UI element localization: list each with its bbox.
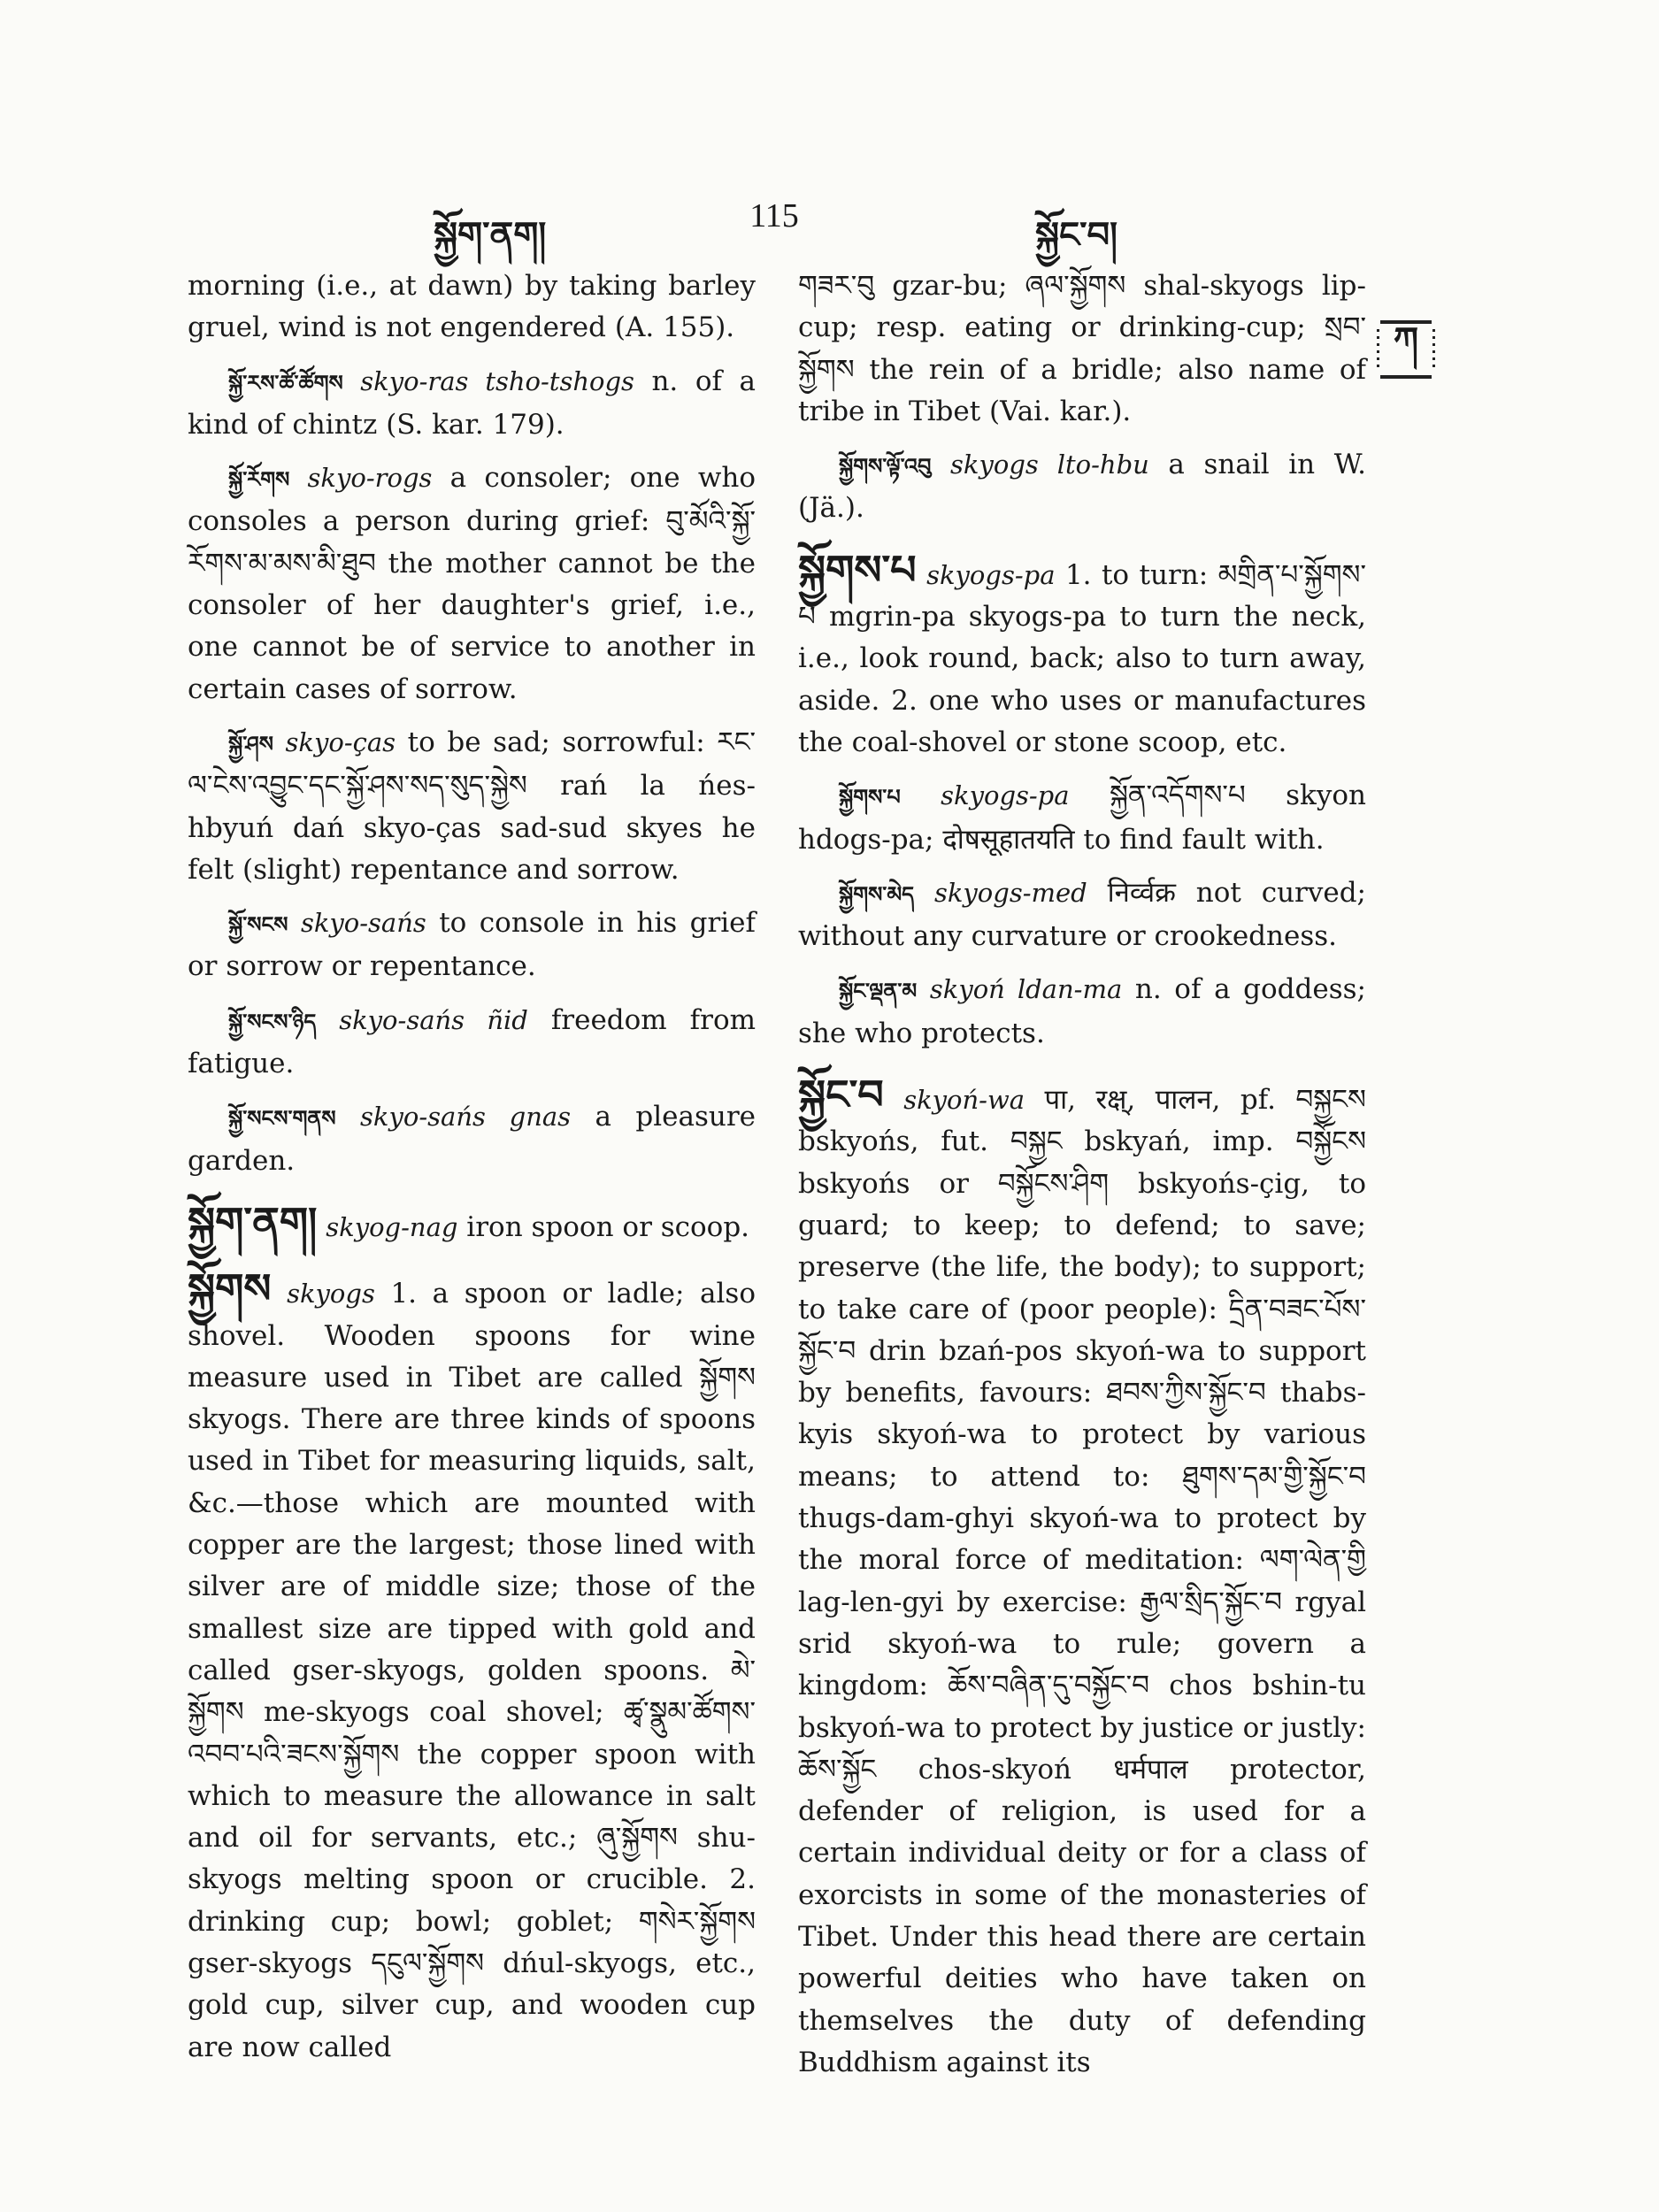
transliteration: skyogs-med xyxy=(933,877,1087,908)
definition: སྐྱོན་འདོགས་པ skyon hdogs-pa; दोषसूहातयति to find fault with. xyxy=(798,780,1366,856)
definition: a consoler; one who consoles a person during grief: བུ་མོའི་སྐྱོ་རོགས་མ་མས་མི་ཐུབ the mother cannot be the consoler of her daughter's grief, i.e., one cannot be of service to another in certain cases of sorrow. xyxy=(188,462,757,705)
definition: to be sad; sorrowful: རང་ལ་ངེས་འབྱུང་དང་སྐྱོ་ཤས་སད་སུད་སྐྱེས rań la ńes-hbyuń dań skyo-ças sad-sud skyes he felt (slight) repentance and sorrow. xyxy=(188,726,756,886)
transliteration: skyogs-pa xyxy=(941,780,1070,811)
definition: n. of a kind of chintz (S. kar. 179). xyxy=(188,365,756,441)
page-number: 115 xyxy=(749,197,799,234)
dictionary-entry xyxy=(798,444,1366,530)
definition: 1. to turn: མགྲིན་པ་སྐྱོགས་པ mgrin-pa skyogs-pa to turn the neck, i.e., look round, back; also to turn away, aside. 2. one who uses or manufactures the coal-shovel or stone scoop, etc. xyxy=(798,558,1366,758)
margin-tab-icon: ཀ xyxy=(1380,320,1432,379)
headword-tibetan: སྐྱོ་རས་ཚོ་ཚོགས xyxy=(228,370,343,396)
entry-continuation: morning (i.e., at dawn) by taking barley gruel, wind is not engendered (A. 155). xyxy=(188,270,756,344)
transliteration: skyo-sańs gnas xyxy=(360,1102,572,1133)
dictionary-entry xyxy=(188,1096,756,1182)
transliteration: skyo-sańs xyxy=(300,908,426,939)
definition: निर्व्वक्र not curved; without any curvature or crookedness. xyxy=(798,876,1366,953)
dictionary-entry xyxy=(798,969,1366,1055)
transliteration: skyo-sańs ñid xyxy=(339,1004,528,1035)
main-entry xyxy=(798,1071,1366,2084)
main-headword-tibetan: སྐྱོག་ནག། xyxy=(188,1197,318,1246)
definition: a pleasure garden. xyxy=(188,1101,756,1177)
headword-tibetan: སྐྱོགས་ལྟོ་འབུ xyxy=(839,454,932,480)
header-left-tibetan: སྐྱོག་ནག། xyxy=(434,214,547,256)
dictionary-entry xyxy=(188,361,756,447)
definition: freedom from fatigue. xyxy=(188,1003,757,1080)
main-entry xyxy=(188,1197,756,1248)
main-headword-tibetan: སྐྱོགས xyxy=(188,1264,272,1313)
main-entry xyxy=(188,1264,756,2069)
header-right-tibetan: སྐྱོང་བ། xyxy=(1035,214,1118,256)
transliteration: skyo-ras tsho-tshogs xyxy=(360,365,634,396)
definition: 1. a spoon or ladle; also shovel. Wooden spoons for wine measure used in Tibet are called སྐྱོགས skyogs. There are three kinds of spoons used in Tibet for measuring liquids, salt, &c.—those which are mounted with copper are the largest; those lined with silver are of middle size; those of the smallest size are tipped with gold and called gser-skyogs, golden spoons. མེ་སྐྱོགས me-skyogs coal shovel; ཚྭ་སྣུམ་ཚོགས་འབབ་པའི་ཟངས་སྐྱོགས the copper spoon with which to measure the allowance in salt and oil for servants, etc.; ཞུ་སྐྱོགས shu-skyogs melting spoon or crucible. 2. drinking cup; bowl; goblet; གསེར་སྐྱོགས gser-skyogs དངུལ་སྐྱོགས dńul-skyogs, etc., gold cup, silver cup, and wooden cup are now called xyxy=(188,1278,756,2063)
definition: to console in his grief or sorrow or repentance. xyxy=(188,907,757,983)
headword-tibetan: སྐྱོང་ལྡན་མ xyxy=(839,979,918,1004)
transliteration: skyogs xyxy=(287,1279,375,1310)
definition: n. of a goddess; she who protects. xyxy=(798,973,1366,1049)
definition: पा, रक्ष्, पालन, pf. བསྐྱངས bskyońs, fut. བསྐྱང bskyań, imp. བསྐྱོངས bskyońs or བསྐྱོངས་ཤིག bskyońs-çig, to guard; to keep; to defend; to save; preserve (the life, the body); to support; to take care of (poor people): དྲིན་བཟང་པོས་སྐྱོང་བ drin bzań-pos skyoń-wa to support by benefits, favours: ཐབས་ཀྱིས་སྐྱོང་བ thabs-kyis skyoń-wa to protect by various means; to attend to: ཐུགས་དམ་གྱི་སྐྱོང་བ thugs-dam-ghyi skyoń-wa to protect by the moral force of meditation: ལག་ལེན་གྱི lag-len-gyi by exercise: རྒྱལ་སྲིད་སྐྱོང་བ rgyal srid skyoń-wa to rule; govern a kingdom: ཆོས་བཞིན་དུ་བསྐྱོང་བ chos bshin-tu bskyoń-wa to protect by justice or justly: ཆོས་སྐྱོང chos-skyoń धर्मपाल protector, defender of religion, is used for a certain individual deity or for a class of exorcists in some of the monasteries of Tibet. Under this head there are certain powerful deities who have taken on themselves the duty of defending Buddhism against its xyxy=(798,1084,1366,2078)
headword-tibetan: སྐྱོ་སངས་གནས xyxy=(228,1106,336,1132)
definition: a snail in W. (Jä.). xyxy=(798,449,1366,525)
left-column xyxy=(188,265,756,2080)
headword-tibetan: སྐྱོགས་པ xyxy=(839,785,901,810)
main-entry xyxy=(798,545,1366,764)
transliteration: skyogs lto-hbu xyxy=(950,449,1149,480)
transliteration: skyoń ldan-ma xyxy=(929,974,1123,1005)
dictionary-entry xyxy=(188,902,756,988)
transliteration: skyogs-pa xyxy=(926,559,1056,590)
dictionary-entry xyxy=(188,722,756,891)
transliteration: skyo-rogs xyxy=(307,463,433,494)
page-header xyxy=(186,191,1363,256)
dictionary-entry xyxy=(188,457,756,710)
headword-tibetan: སྐྱོ་ཤས xyxy=(228,731,273,757)
transliteration: skyog-nag xyxy=(326,1211,458,1242)
right-column xyxy=(798,265,1366,2095)
main-headword-tibetan: སྐྱོགས་པ xyxy=(798,545,917,594)
entry-continuation: གཟར་བུ gzar-bu; ཞལ་སྐྱོགས shal-skyogs lip-cup; resp. eating or drinking-cup; སྲབ་སྐྱོགས the rein of a bridle; also name of tribe in Tibet (Vai. kar.). xyxy=(798,270,1366,427)
main-headword-tibetan: སྐྱོང་བ xyxy=(798,1071,884,1119)
headword-tibetan: སྐྱོ་སངས་ཉིད xyxy=(228,1009,317,1034)
dictionary-entry xyxy=(798,872,1366,958)
headword-tibetan: སྐྱོ་རོགས xyxy=(228,467,290,493)
headword-tibetan: སྐྱོགས་མེད xyxy=(839,881,915,907)
dictionary-entry xyxy=(188,1000,756,1086)
dictionary-entry xyxy=(798,775,1366,861)
definition: iron spoon or scoop. xyxy=(457,1210,750,1243)
transliteration: skyo-ças xyxy=(285,726,396,757)
headword-tibetan: སྐྱོ་སངས xyxy=(228,912,288,938)
transliteration: skyoń-wa xyxy=(903,1085,1025,1116)
